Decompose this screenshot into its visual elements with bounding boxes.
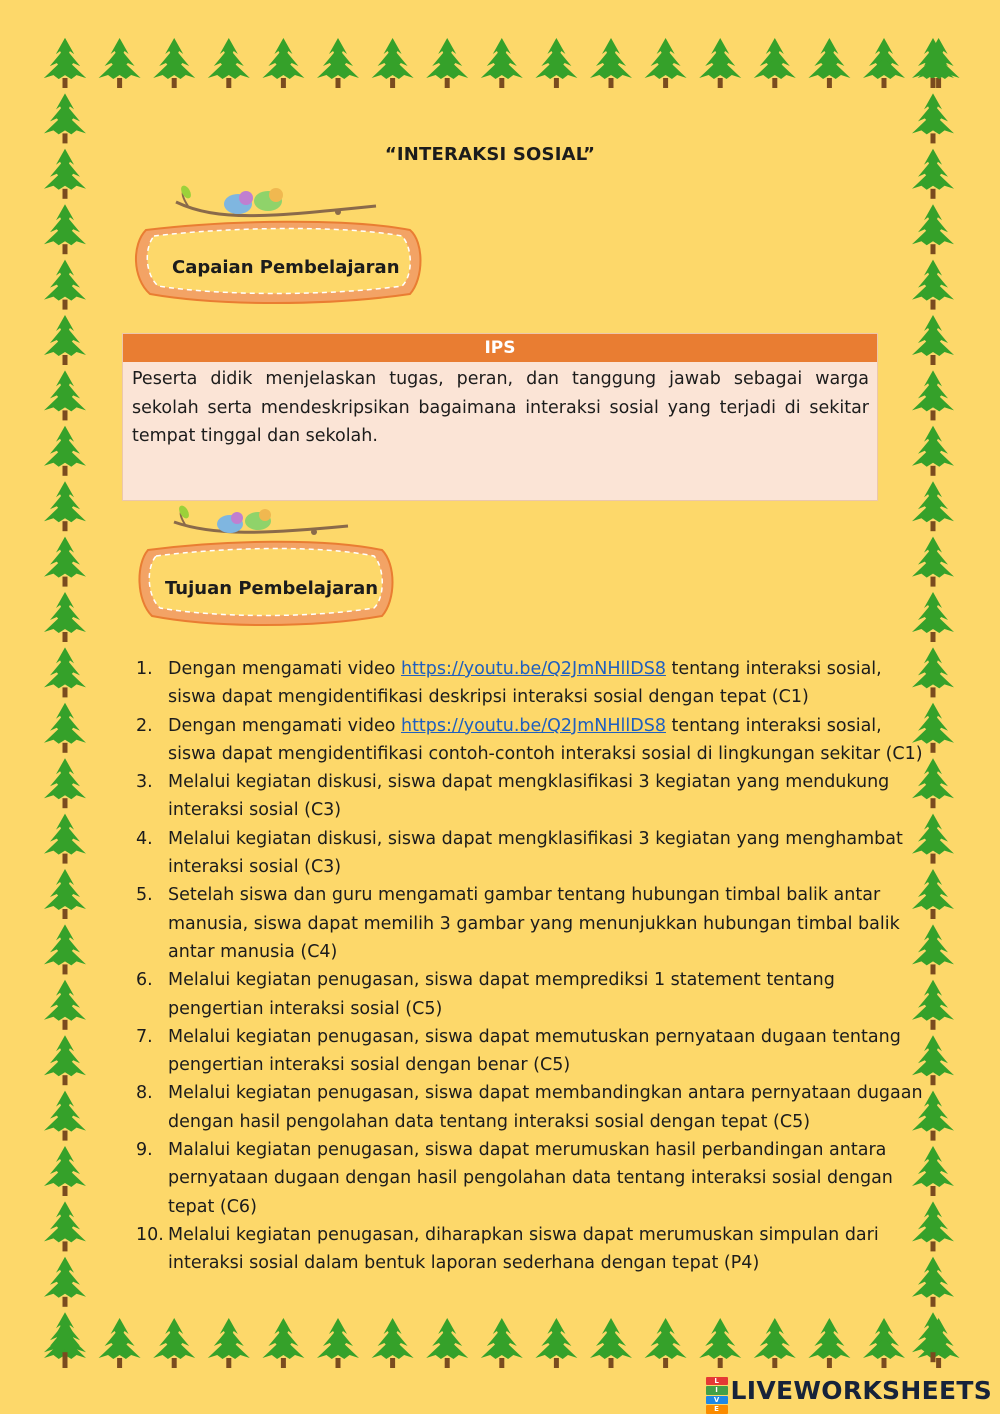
pine-tree-icon bbox=[808, 38, 850, 88]
tujuan-badge bbox=[134, 500, 398, 632]
item-number: 9. bbox=[136, 1140, 153, 1161]
list-item bbox=[136, 1136, 926, 1221]
pine-tree-icon bbox=[863, 38, 905, 88]
pine-tree-icon bbox=[754, 38, 796, 88]
pine-tree-icon bbox=[372, 38, 414, 88]
list-item bbox=[136, 825, 926, 882]
pine-tree-icon bbox=[535, 1318, 577, 1368]
pine-tree-icon bbox=[912, 592, 954, 642]
item-number: 5. bbox=[136, 885, 153, 906]
pine-tree-icon bbox=[372, 1318, 414, 1368]
item-text: Dengan mengamati video bbox=[168, 659, 401, 679]
page-title: “INTERAKSI SOSIAL” bbox=[384, 144, 596, 165]
pine-tree-icon bbox=[912, 1312, 954, 1362]
liveworksheets-watermark[interactable] bbox=[706, 1376, 992, 1413]
pine-tree-icon bbox=[590, 38, 632, 88]
pine-tree-icon bbox=[44, 592, 86, 642]
subject-header: IPS bbox=[123, 334, 877, 362]
objectives-list bbox=[136, 655, 926, 1278]
tree-border-bottom bbox=[38, 1316, 962, 1370]
item-number: 7. bbox=[136, 1026, 153, 1047]
list-item bbox=[136, 1023, 926, 1080]
pine-tree-icon bbox=[481, 38, 523, 88]
video-link[interactable]: https://youtu.be/Q2JmNHllDS8 bbox=[400, 659, 666, 679]
capaian-badge bbox=[128, 182, 428, 310]
list-item bbox=[136, 712, 926, 769]
pine-tree-icon bbox=[44, 758, 86, 808]
pine-tree-icon bbox=[699, 38, 741, 88]
pine-tree-icon bbox=[44, 1312, 86, 1362]
pine-tree-icon bbox=[208, 1318, 250, 1368]
pine-tree-icon bbox=[426, 1318, 468, 1368]
pine-tree-icon bbox=[699, 1318, 741, 1368]
pine-tree-icon bbox=[426, 38, 468, 88]
item-text: Dengan mengamati video bbox=[168, 715, 401, 736]
pine-tree-icon bbox=[44, 1035, 86, 1085]
pine-tree-icon bbox=[44, 1091, 86, 1141]
list-item bbox=[136, 966, 926, 1023]
item-number: 4. bbox=[136, 828, 153, 849]
pine-tree-icon bbox=[44, 1146, 86, 1196]
item-number: 10. bbox=[136, 1224, 164, 1245]
item-text: Melalui kegiatan penugasan, siswa dapat memutuskan pernyataan dugaan tentang pengertian interaksi sosial dengan benar (C5) bbox=[168, 1026, 901, 1076]
pine-tree-icon bbox=[912, 204, 954, 254]
pine-tree-icon bbox=[44, 370, 86, 420]
capaian-label: Capaian Pembelajaran bbox=[172, 257, 400, 278]
pine-tree-icon bbox=[208, 38, 250, 88]
logo-letter: I bbox=[706, 1386, 728, 1395]
item-number: 3. bbox=[136, 772, 153, 793]
item-text: Melalui kegiatan diskusi, siswa dapat mengklasifikasi 3 kegiatan yang mendukung interaksi sosial (C3) bbox=[168, 772, 890, 821]
pine-tree-icon bbox=[912, 260, 954, 310]
pine-tree-icon bbox=[912, 93, 954, 143]
pine-tree-icon bbox=[645, 38, 687, 88]
pine-tree-icon bbox=[99, 38, 141, 88]
pine-tree-icon bbox=[912, 315, 954, 365]
pine-tree-icon bbox=[912, 481, 954, 531]
pine-tree-icon bbox=[44, 38, 86, 88]
item-text: Malalui kegiatan penugasan, siswa dapat merumuskan hasil perbandingan antara pernyataan dugaan dengan hasil pengolahan data tentang interaksi sosial dengan tepat (C6) bbox=[168, 1140, 893, 1217]
list-item bbox=[136, 655, 926, 712]
pine-tree-icon bbox=[44, 703, 86, 753]
liveworksheets-logo-icon bbox=[706, 1376, 728, 1413]
pine-tree-icon bbox=[44, 481, 86, 531]
pine-tree-icon bbox=[912, 370, 954, 420]
item-number: 2. bbox=[136, 715, 153, 736]
pine-tree-icon bbox=[535, 38, 577, 88]
pine-tree-icon bbox=[912, 426, 954, 476]
pine-tree-icon bbox=[863, 1318, 905, 1368]
pine-tree-icon bbox=[44, 315, 86, 365]
list-item bbox=[136, 1221, 926, 1278]
item-number: 8. bbox=[136, 1083, 153, 1104]
bird-branch-icon bbox=[174, 504, 348, 535]
pine-tree-icon bbox=[590, 1318, 632, 1368]
pine-tree-icon bbox=[754, 1318, 796, 1368]
item-text: tentang interaksi sosial, siswa dapat mengidentifikasi contoh-contoh interaksi sosial di lingkungan sekitar (C1) bbox=[168, 715, 923, 764]
pine-tree-icon bbox=[44, 537, 86, 587]
pine-tree-icon bbox=[44, 260, 86, 310]
video-link[interactable]: https://youtu.be/Q2JmNHllDS8 bbox=[400, 715, 666, 736]
pine-tree-icon bbox=[262, 1318, 304, 1368]
pine-tree-icon bbox=[808, 1318, 850, 1368]
bird-branch-icon bbox=[176, 184, 376, 216]
list-item bbox=[136, 1079, 926, 1136]
pine-tree-icon bbox=[44, 814, 86, 864]
pine-tree-icon bbox=[44, 924, 86, 974]
capaian-text: Peserta didik menjelaskan tugas, peran, dan tanggung jawab sebagai warga sekolah serta mendeskripsikan bagaimana interaksi sosial yang terjadi di sekitar tempat tinggal dan sekolah. bbox=[132, 369, 869, 446]
item-text: Melalui kegiatan penugasan, siswa dapat memprediksi 1 statement tentang pengertian interaksi sosial (C5) bbox=[168, 970, 835, 1019]
list-item bbox=[136, 768, 926, 825]
item-text: Melalui kegiatan diskusi, siswa dapat mengklasifikasi 3 kegiatan yang menghambat interaksi sosial (C3) bbox=[168, 828, 903, 878]
pine-tree-icon bbox=[44, 1257, 86, 1307]
item-number: 6. bbox=[136, 970, 153, 991]
pine-tree-icon bbox=[44, 980, 86, 1030]
liveworksheets-text: LIVEWORKSHEETS bbox=[730, 1376, 992, 1405]
pine-tree-icon bbox=[481, 1318, 523, 1368]
capaian-box bbox=[122, 333, 878, 501]
pine-tree-icon bbox=[262, 38, 304, 88]
pine-tree-icon bbox=[44, 93, 86, 143]
tujuan-label: Tujuan Pembelajaran bbox=[165, 578, 379, 599]
pine-tree-icon bbox=[153, 1318, 195, 1368]
pine-tree-icon bbox=[44, 204, 86, 254]
logo-letter: L bbox=[706, 1377, 728, 1386]
pine-tree-icon bbox=[153, 38, 195, 88]
pine-tree-icon bbox=[912, 537, 954, 587]
item-number: 1. bbox=[136, 659, 153, 679]
pine-tree-icon bbox=[44, 426, 86, 476]
item-text: Setelah siswa dan guru mengamati gambar tentang hubungan timbal balik antar manusia, siswa dapat memilih 3 gambar yang menunjukkan hubungan timbal balik antar manusia (C4) bbox=[168, 885, 900, 962]
item-text: Melalui kegiatan penugasan, siswa dapat membandingkan antara pernyataan dugaan dengan hasil pengolahan data tentang interaksi sosial dengan tepat (C5) bbox=[168, 1083, 923, 1132]
pine-tree-icon bbox=[44, 647, 86, 697]
pine-tree-icon bbox=[317, 1318, 359, 1368]
item-text: tentang interaksi sosial, siswa dapat mengidentifikasi deskripsi interaksi sosial dengan tepat (C1) bbox=[168, 659, 882, 708]
pine-tree-icon bbox=[912, 38, 954, 88]
item-text: Melalui kegiatan penugasan, diharapkan siswa dapat merumuskan simpulan dari interaksi sosial dalam bentuk laporan sederhana dengan tepat (P4) bbox=[168, 1224, 879, 1274]
pine-tree-icon bbox=[99, 1318, 141, 1368]
tree-border-left bbox=[38, 36, 92, 1370]
list-item bbox=[136, 881, 926, 966]
logo-letter: V bbox=[706, 1396, 728, 1405]
logo-letter: E bbox=[706, 1405, 728, 1414]
pine-tree-icon bbox=[44, 1201, 86, 1251]
pine-tree-icon bbox=[645, 1318, 687, 1368]
pine-tree-icon bbox=[44, 869, 86, 919]
pine-tree-icon bbox=[317, 38, 359, 88]
tree-border-top bbox=[38, 36, 962, 90]
